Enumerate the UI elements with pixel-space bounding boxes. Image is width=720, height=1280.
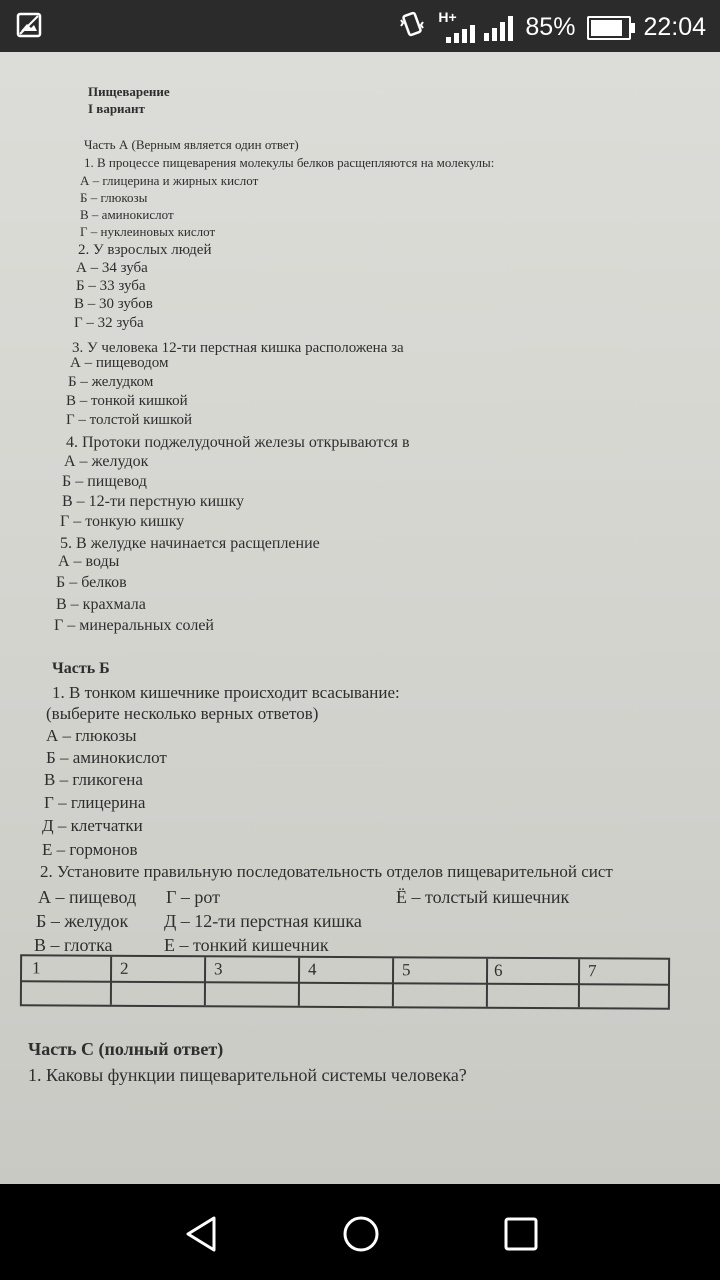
- back-icon[interactable]: [182, 1214, 222, 1254]
- document-photo: [0, 52, 720, 1184]
- battery-icon: [587, 16, 631, 40]
- question-b2: 2. Установите правильную последовательность отделов пищеварительной сист: [40, 862, 613, 881]
- option-b2-yo: Ё – толстый кишечник: [396, 887, 570, 907]
- grid-cell-number: 3: [214, 959, 223, 979]
- option-a4-a: А – желудок: [64, 453, 149, 470]
- part-b-heading: Часть Б: [52, 660, 110, 677]
- grid-cell-number: 5: [402, 960, 411, 980]
- option-b1-a: А – глюкозы: [46, 726, 137, 745]
- screenshot-icon: [16, 12, 42, 43]
- cellular-signal-icon: [484, 15, 513, 41]
- option-a4-c: В – 12-ти перстную кишку: [62, 493, 245, 510]
- question-a2: 2. У взрослых людей: [78, 242, 212, 258]
- clock: 22:04: [643, 13, 706, 41]
- option-a1-c: В – аминокислот: [80, 207, 174, 222]
- option-a4-d: Г – тонкую кишку: [60, 513, 185, 530]
- part-c-heading: Часть С (полный ответ): [28, 1039, 224, 1059]
- question-a3: 3. У человека 12-ти перстная кишка расположена за: [72, 340, 404, 356]
- option-b2-e: Е – тонкий кишечник: [164, 935, 329, 955]
- part-a-heading: Часть А (Верным является один ответ): [84, 137, 299, 152]
- question-b1-note: (выберите несколько верных ответов): [46, 704, 319, 723]
- question-a1: 1. В процессе пищеварения молекулы белков расщепляются на молекулы:: [84, 155, 495, 170]
- battery-fill: [591, 20, 622, 36]
- navigation-bar: [0, 1184, 720, 1280]
- h-plus-signal-icon: [438, 8, 472, 43]
- grid-cell-number: 1: [32, 958, 41, 978]
- question-a5: 5. В желудке начинается расщепление: [60, 535, 320, 552]
- option-a4-b: Б – пищевод: [62, 473, 147, 490]
- option-a3-d: Г – толстой кишкой: [66, 412, 193, 428]
- option-a3-b: Б – желудком: [68, 374, 154, 390]
- network-type: H+: [438, 8, 457, 25]
- option-a3-c: В – тонкой кишкой: [66, 393, 188, 409]
- option-b1-b: Б – аминокислот: [46, 748, 167, 767]
- question-b1: 1. В тонком кишечнике происходит всасывание:: [52, 683, 400, 702]
- answer-grid: [20, 954, 670, 1009]
- option-a5-c: В – крахмала: [56, 596, 146, 613]
- status-bar: [0, 0, 720, 52]
- vibrate-icon: [398, 10, 426, 45]
- doc-title: Пищеварение: [88, 84, 170, 99]
- home-icon[interactable]: [341, 1214, 381, 1254]
- option-b2-b: Б – желудок: [36, 911, 129, 931]
- option-b2-d: Д – 12-ти перстная кишка: [164, 911, 362, 931]
- option-a1-a: А – глицерина и жирных кислот: [80, 173, 259, 188]
- option-a2-d: Г – 32 зуба: [74, 315, 144, 331]
- recents-icon[interactable]: [501, 1214, 541, 1254]
- option-b2-g: Г – рот: [166, 887, 221, 907]
- question-a4: 4. Протоки поджелудочной железы открываются в: [66, 434, 410, 451]
- grid-cell-number: 6: [494, 960, 503, 980]
- grid-cell-number: 7: [588, 961, 597, 981]
- option-a5-a: А – воды: [58, 553, 120, 570]
- option-a2-a: А – 34 зуба: [76, 260, 148, 276]
- option-b1-c: В – гликогена: [44, 770, 143, 789]
- battery-percent: 85%: [525, 13, 576, 41]
- option-a1-d: Г – нуклеиновых кислот: [80, 224, 216, 239]
- grid-cell-number: 2: [120, 958, 129, 978]
- doc-variant: I вариант: [88, 101, 145, 116]
- question-c1: 1. Каковы функции пищеварительной системы человека?: [28, 1065, 467, 1085]
- option-a2-c: В – 30 зубов: [74, 296, 153, 312]
- option-b1-d: Г – глицерина: [44, 793, 146, 812]
- option-b2-v: В – глотка: [34, 935, 113, 955]
- option-b2-a: А – пищевод: [38, 887, 137, 907]
- option-a1-b: Б – глюкозы: [80, 190, 148, 205]
- option-a2-b: Б – 33 зуба: [76, 278, 146, 294]
- option-a3-a: А – пищеводом: [70, 355, 169, 371]
- option-a5-b: Б – белков: [56, 574, 127, 591]
- option-b1-f: Е – гормонов: [42, 840, 138, 859]
- option-b1-e: Д – клетчатки: [42, 816, 143, 835]
- option-a5-d: Г – минеральных солей: [54, 617, 214, 634]
- grid-cell-number: 4: [308, 959, 317, 979]
